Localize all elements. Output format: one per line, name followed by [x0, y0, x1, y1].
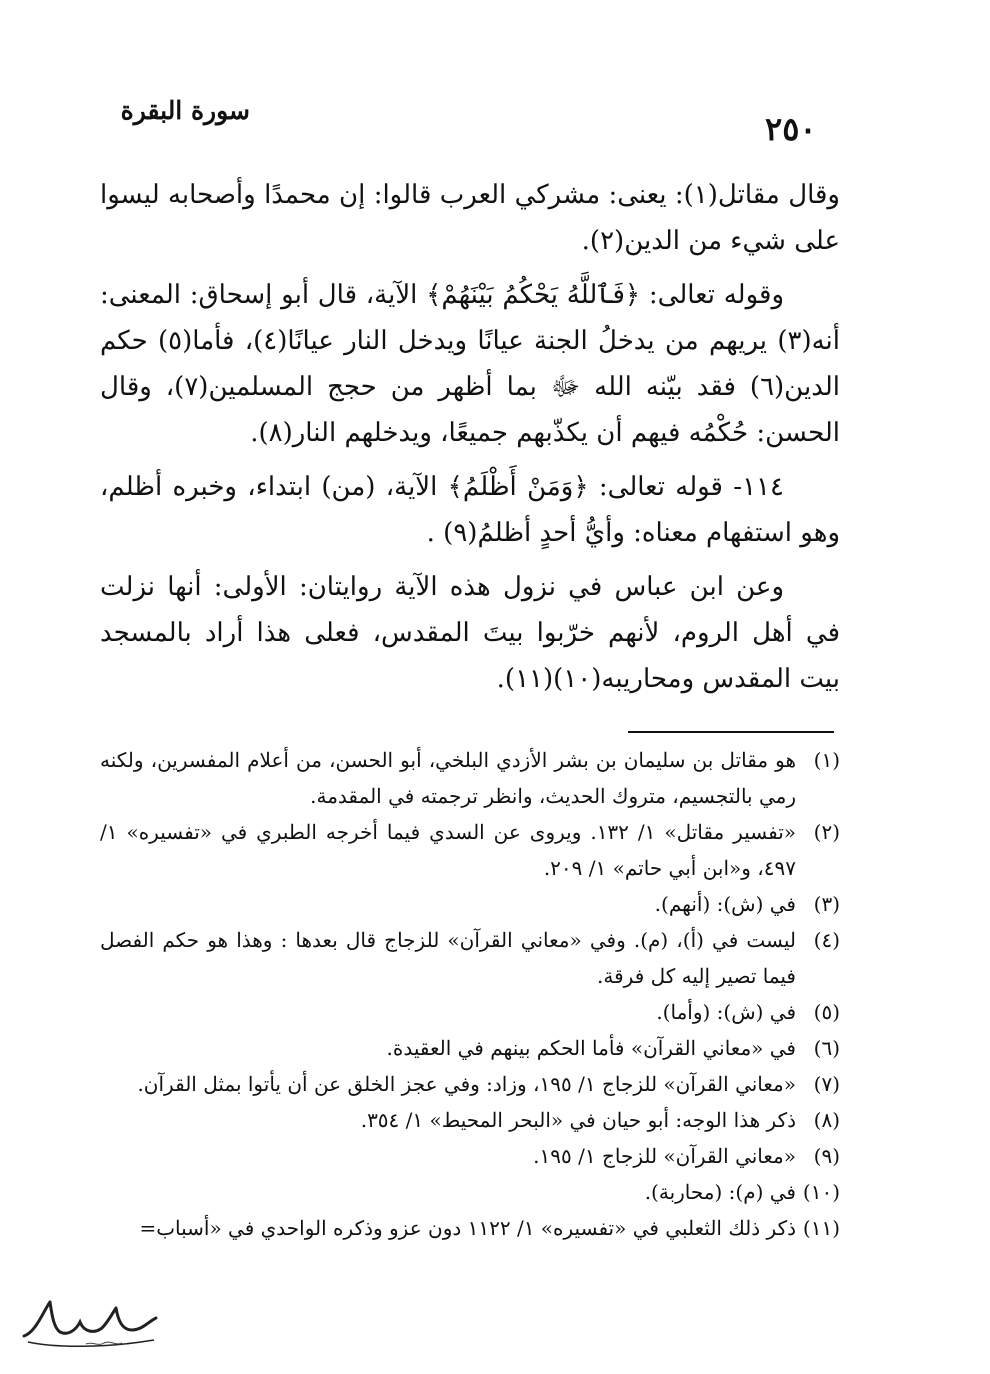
- footnote-item: [100, 1102, 840, 1138]
- footnotes: [100, 742, 840, 1246]
- footnote-text: في (ش): (وأما).: [656, 1000, 796, 1024]
- footnote-text: «معاني القرآن» للزجاج ١/ ١٩٥، وزاد: وفي عجز الخلق عن أن يأتوا بمثل القرآن.: [137, 1072, 796, 1096]
- footnote-number: (١): [813, 748, 840, 772]
- footnote-item: [100, 814, 840, 886]
- footnote-item: [100, 922, 840, 994]
- calligraphy-stamp-logo: [16, 1292, 166, 1352]
- footnote-item: [100, 1030, 840, 1066]
- footnote-item: [100, 886, 840, 922]
- footnote-number: (٨): [813, 1108, 840, 1132]
- body-paragraph: وقال مقاتل(١): يعنى: مشركي العرب قالوا: إن محمدًا وأصحابه ليسوا على شيء من الدين(٢).: [100, 180, 840, 256]
- footnote-number: (٢): [813, 820, 840, 844]
- footnote-text: «تفسير مقاتل» ١/ ١٣٢. ويروى عن السدي فيما أخرجه الطبري في «تفسيره» ١/ ٤٩٧، و«ابن أبي حاتم» ١/ ٢٠٩.: [100, 820, 796, 880]
- footnote-text: في (ش): (أنهم).: [654, 892, 796, 916]
- footnote-text: ذكر ذلك الثعلبي في «تفسيره» ١/ ١١٢٢ دون عزو وذكره الواحدي في «أسباب=: [139, 1216, 796, 1240]
- footnote-item: [100, 1066, 840, 1102]
- footnote-text: في «معاني القرآن» فأما الحكم بينهم في العقيدة.: [386, 1036, 796, 1060]
- body-paragraph: ١١٤- قوله تعالى: ﴿وَمَنْ أَظْلَمُ﴾ الآية، (من) ابتداء، وخبره أظلم، وهو استفهام معناه: وأيُّ أحدٍ أظلمُ(٩) .: [100, 472, 840, 548]
- footnote-item: [100, 1174, 840, 1210]
- footnote-item: [100, 1210, 840, 1246]
- footnote-number: (٣): [813, 892, 840, 916]
- footnote-number: (١٠): [802, 1180, 840, 1204]
- footnote-number: (٧): [813, 1072, 840, 1096]
- footnote-number: (٤): [813, 928, 840, 952]
- footnote-text: في (م): (محاربة).: [644, 1180, 796, 1204]
- footnote-text: ذكر هذا الوجه: أبو حيان في «البحر المحيط» ١/ ٣٥٤.: [360, 1108, 796, 1132]
- footnote-text: «معاني القرآن» للزجاج ١/ ١٩٥.: [533, 1144, 796, 1168]
- footnote-number: (٩): [813, 1144, 840, 1168]
- footnote-separator: [628, 731, 834, 733]
- footnote-number: (٥): [813, 1000, 840, 1024]
- stamp-stroke: [24, 1302, 156, 1336]
- footnote-item: [100, 994, 840, 1030]
- footnote-text: هو مقاتل بن سليمان بن بشر الأزدي البلخي، أبو الحسن، من أعلام المفسرين، ولكنه رمي بالتجسيم، متروك الحديث، وانظر ترجمته في المقدمة.: [100, 748, 796, 808]
- footnote-number: (١١): [802, 1216, 840, 1240]
- footnote-number: (٦): [813, 1036, 840, 1060]
- stamp-signature-scribble: [86, 1342, 122, 1344]
- footnote-text: ليست في (أ)، (م). وفي «معاني القرآن» للزجاج قال بعدها : وهذا هو حكم الفصل فيما تصير إليه كل فرقة.: [100, 928, 796, 988]
- footnote-item: [100, 742, 840, 814]
- page-number: ٢٥٠: [765, 110, 817, 148]
- main-text: [100, 172, 840, 710]
- running-header-title: سورة البقرة: [120, 96, 250, 125]
- footnote-item: [100, 1138, 840, 1174]
- body-paragraph: وعن ابن عباس في نزول هذه الآية روايتان: الأولى: أنها نزلت في أهل الروم، لأنهم خرّبوا بيتَ المقدس، فعلى هذا أراد بالمسجد بيت المقدس ومحاريبه(١٠)(١١).: [100, 572, 841, 694]
- body-paragraph: وقوله تعالى: ﴿فَٱللَّهُ يَحْكُمُ بَيْنَهُمْ﴾ الآية، قال أبو إسحاق: المعنى: أنه(٣) يريهم من يدخلُ الجنة عيانًا ويدخل النار عيانًا(٤)، فأما(٥) حكم الدين(٦) فقد بيّنه الله ﷻ بما أظهر من حجج المسلمين(٧)، وقال الحسن: حُكْمُه فيهم أن يكذّبهم جميعًا، ويدخلهم النار(٨).: [100, 280, 840, 448]
